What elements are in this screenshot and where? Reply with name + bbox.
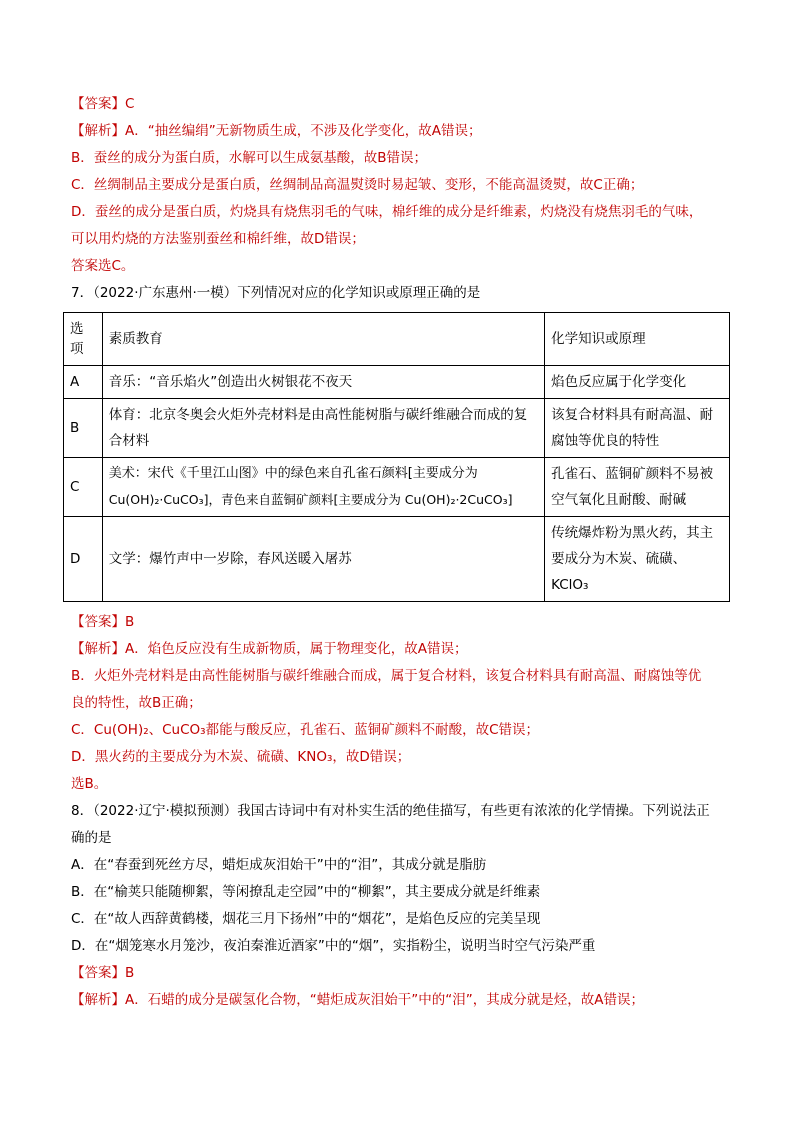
row-education xyxy=(102,458,544,517)
q6-analysis-line-2: B．蚕丝的成分为蛋白质，水解可以生成氨基酸，故B错误； xyxy=(71,150,428,166)
answer-value: B xyxy=(125,614,135,630)
row-knowledge: 传统爆炸粉为黑火药，其主要成分为木炭、硫磺、KClO₃ xyxy=(545,517,730,602)
answer-value: B xyxy=(125,965,135,981)
table-row xyxy=(64,399,730,458)
q8-stem-line-2: 确的是 xyxy=(71,830,112,846)
row-education-line-2: Cu(OH)₂·CuCO₃]，青色来自蓝铜矿颜料[主要成分为 Cu(OH)₂·2CuCO₃] xyxy=(108,492,513,507)
header-option xyxy=(64,313,103,366)
header-option-text: 选项 xyxy=(70,321,84,357)
q7-analysis-line-3: 良的特性，故B正确； xyxy=(71,695,202,711)
q8-option-a: A．在“春蚕到死丝方尽，蜡炬成灰泪始干”中的“泪”，其成分就是脂肪 xyxy=(71,857,487,873)
row-knowledge: 该复合材料具有耐高温、耐腐蚀等优良的特性 xyxy=(545,399,730,458)
analysis-label: 【解析】 xyxy=(71,992,125,1008)
q6-analysis-line-1: 【解析】A．“抽丝编绢”无新物质生成，不涉及化学变化，故A错误； xyxy=(71,123,482,139)
table-header-row xyxy=(64,313,730,366)
row-knowledge: 焰色反应属于化学变化 xyxy=(545,366,730,399)
row-option: D xyxy=(64,517,103,602)
answer-value: C xyxy=(125,96,135,112)
q6-analysis-line-4: D．蚕丝的成分是蛋白质，灼烧具有烧焦羽毛的气味，棉纤维的成分是纤维素，灼烧没有烧焦羽毛的气味， xyxy=(71,204,703,220)
analysis-label: 【解析】 xyxy=(71,123,125,139)
q7-analysis-line-4: C．Cu(OH)₂、CuCO₃都能与酸反应，孔雀石、蓝铜矿颜料不耐酸，故C错误； xyxy=(71,722,540,738)
q7-analysis-line-1: 【解析】A．焰色反应没有生成新物质，属于物理变化，故A错误； xyxy=(71,641,468,657)
q6-answer xyxy=(71,95,134,113)
q6-analysis-line-3: C．丝绸制品主要成分是蛋白质，丝绸制品高温熨烫时易起皱、变形，不能高温烫熨，故C正确； xyxy=(71,177,644,193)
q7-answer xyxy=(71,613,134,631)
row-option: C xyxy=(64,458,103,517)
answer-label: 【答案】 xyxy=(71,965,125,981)
q6-analysis-line-5: 可以用灼烧的方法鉴别蚕丝和棉纤维，故D错误； xyxy=(71,231,365,247)
q8-option-b: B．在“榆荚只能随柳絮，等闲撩乱走空园”中的“柳絮”，其主要成分就是纤维素 xyxy=(71,884,541,900)
row-option: A xyxy=(64,366,103,399)
analysis-label: 【解析】 xyxy=(71,641,125,657)
header-knowledge: 化学知识或原理 xyxy=(545,313,730,366)
table-row xyxy=(64,458,730,517)
q8-analysis-line-1: 【解析】A．石蜡的成分是碳氢化合物，“蜡炬成灰泪始干”中的“泪”，其成分就是烃，故A错误； xyxy=(71,992,644,1008)
table-row xyxy=(64,517,730,602)
header-education: 素质教育 xyxy=(102,313,544,366)
answer-label: 【答案】 xyxy=(71,614,125,630)
table-row xyxy=(64,366,730,399)
row-education: 体育：北京冬奥会火炬外壳材料是由高性能树脂与碳纤维融合而成的复合材料 xyxy=(102,399,544,458)
row-education-line-1: 美术：宋代《千里江山图》中的绿色来自孔雀石颜料[主要成分为 xyxy=(108,466,478,481)
q6-conclusion: 答案选C。 xyxy=(71,258,135,274)
q7-conclusion: 选B。 xyxy=(71,776,108,792)
q7-analysis-line-2: B．火炬外壳材料是由高性能树脂与碳纤维融合而成，属于复合材料，该复合材料具有耐高温、耐腐蚀等优 xyxy=(71,668,702,684)
q8-option-c: C．在“故人西辞黄鹤楼，烟花三月下扬州”中的“烟花”，是焰色反应的完美呈现 xyxy=(71,911,541,927)
q8-option-d: D．在“烟笼寒水月笼沙，夜泊秦淮近酒家”中的“烟”，实指粉尘，说明当时空气污染严重 xyxy=(71,938,596,954)
q7-options-table xyxy=(63,312,730,602)
row-option: B xyxy=(64,399,103,458)
q8-stem-line-1: 8．（2022·辽宁·模拟预测）我国古诗词中有对朴实生活的绝佳描写，有些更有浓浓的化学情操。下列说法正 xyxy=(71,803,710,819)
row-knowledge: 孔雀石、蓝铜矿颜料不易被空气氧化且耐酸、耐碱 xyxy=(545,458,730,517)
q7-analysis-line-5: D．黑火药的主要成分为木炭、硫磺、KNO₃，故D错误； xyxy=(71,749,411,765)
q7-stem: 7．（2022·广东惠州·一模）下列情况对应的化学知识或原理正确的是 xyxy=(71,285,481,301)
row-education: 文学：爆竹声中一岁除，春风送暖入屠苏 xyxy=(102,517,544,602)
answer-label: 【答案】 xyxy=(71,96,125,112)
row-education: 音乐：“音乐焰火”创造出火树银花不夜天 xyxy=(102,366,544,399)
q8-answer xyxy=(71,964,134,982)
